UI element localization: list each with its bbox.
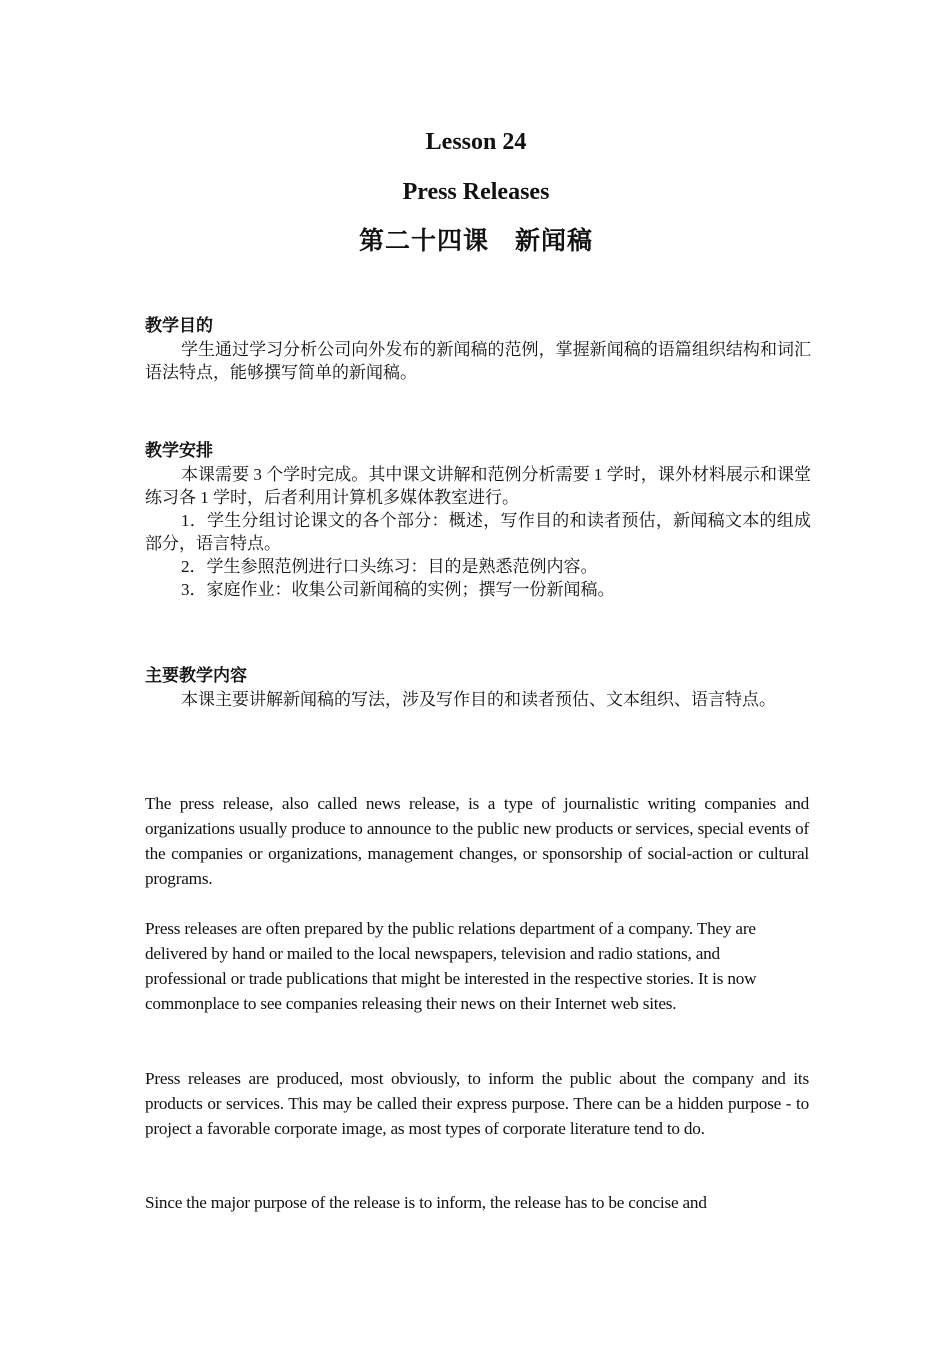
arrangement-step-1: 1．学生分组讨论课文的各个部分：概述，写作目的和读者预估，新闻稿文本的组成部分，语言特点。 — [145, 511, 811, 553]
arrangement-section — [145, 439, 811, 601]
body-paragraph-3: Press releases are produced, most obviously, to inform the public about the company and its products or services. This may be called their express purpose. There can be a hidden purpose - to project a favorable corporate image, as most types of corporate literature tend to do. — [145, 1069, 809, 1138]
arrangement-step-2: 2．学生参照范例进行口头练习：目的是熟悉范例内容。 — [181, 557, 598, 576]
content-text: 本课主要讲解新闻稿的写法，涉及写作目的和读者预估、文本组织、语言特点。 — [181, 690, 776, 709]
lesson-topic: Press Releases — [402, 179, 550, 205]
arrangement-intro: 本课需要 3 个学时完成。其中课文讲解和范例分析需要 1 学时，课外材料展示和课堂练习各 1 学时，后者利用计算机多媒体教室进行。 — [145, 465, 811, 507]
content-section — [145, 664, 811, 711]
objectives-section — [145, 314, 811, 384]
arrangement-step-3: 3．家庭作业：收集公司新闻稿的实例；撰写一份新闻稿。 — [181, 580, 615, 599]
body-paragraph-1: The press release, also called news release, is a type of journalistic writing companies and organizations usually produce to announce to the public new products or services, special events of the companies or organizations, management changes, or sponsorship of social-action or cultural programs. — [145, 794, 809, 888]
lesson-number: Lesson 24 — [425, 129, 527, 155]
objectives-text: 学生通过学习分析公司向外发布的新闻稿的范例，掌握新闻稿的语篇组织结构和词汇语法特点，能够撰写简单的新闻稿。 — [145, 340, 811, 382]
content-heading: 主要教学内容 — [145, 666, 247, 686]
arrangement-heading: 教学安排 — [145, 441, 213, 461]
objectives-heading: 教学目的 — [145, 316, 213, 336]
body-paragraph-2: Press releases are often prepared by the public relations department of a company. They are delivered by hand or mailed to the local newspapers, television and radio stations, and professional or trade publications that might be interested in the respective stories. It is now commonplace to see companies releasing their news on their Internet web sites. — [145, 919, 757, 1013]
body-paragraph-4: Since the major purpose of the release is to inform, the release has to be concise and — [145, 1193, 707, 1212]
lesson-title-chinese: 第二十四课 新闻稿 — [358, 226, 593, 255]
